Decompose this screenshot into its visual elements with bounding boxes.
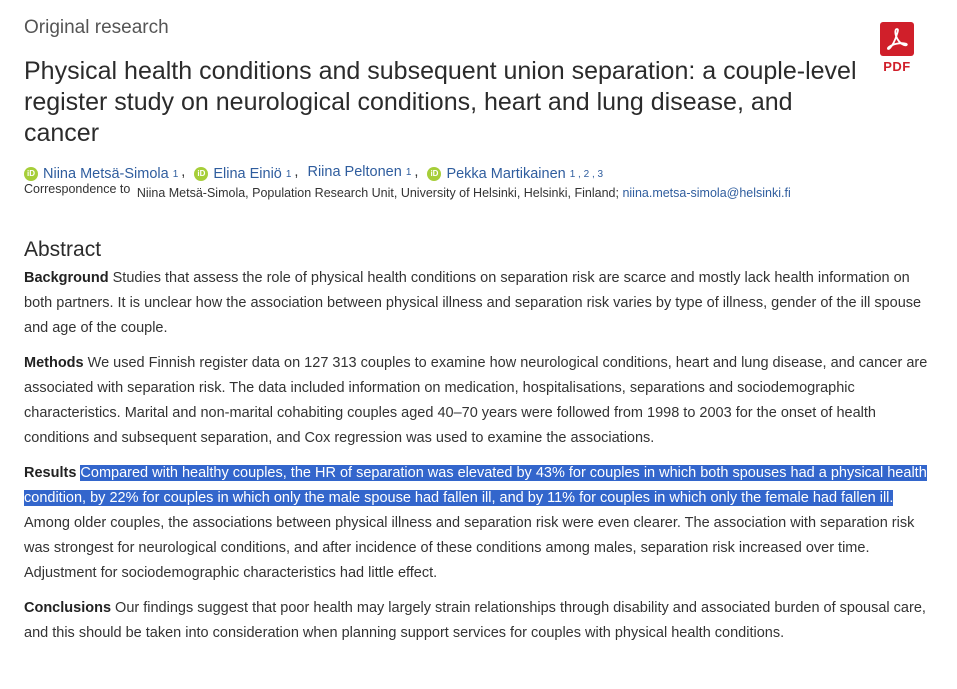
selected-text[interactable]: Compared with healthy couples, the HR of separation was elevated by 43% for couples in which both spouses had a physical health condition, by 22% for couples in which only the male spouse had fallen ill, and by 11% for couples in which only the female had fallen ill. (24, 465, 927, 506)
author-affiliation: 1 , 2 , 3 (569, 168, 604, 180)
abstract-body (24, 266, 929, 656)
author-separator: , (294, 164, 299, 180)
section-text: Studies that assess the role of physical health conditions on separation risk are scarce and mostly lack health information on both partners. It is unclear how the association between physical illness and separation risk varies by type of illness, gender of the ill spouse and age of the couple. (24, 270, 922, 336)
orcid-icon[interactable]: iD (24, 167, 38, 181)
pdf-icon (880, 22, 914, 56)
correspondence-label: Correspondence to (24, 182, 131, 196)
section-text: Our findings suggest that poor health may largely strain relationships through disability and associated burden of spousal care, and this should be taken into consideration when planning support services for couples with physical health conditions. (24, 600, 926, 641)
correspondence-text: Niina Metsä-Simola, Population Research Unit, University of Helsinki, Helsinki, Finland; (136, 186, 619, 200)
author-1 (24, 166, 178, 182)
article-title: Physical health conditions and subsequent union separation: a couple-level register study on neurological conditions, heart and lung disease, and cancer (24, 57, 857, 147)
abstract-background (24, 266, 929, 341)
section-label: Conclusions (24, 600, 112, 616)
abstract-results (24, 461, 929, 586)
author-4 (427, 166, 603, 182)
author-list (24, 164, 603, 182)
author-name-link[interactable]: Niina Metsä-Simola (43, 166, 169, 182)
section-label: Results (24, 465, 77, 481)
author-separator: , (181, 164, 186, 180)
correspondence-email-link[interactable]: niina.metsa-simola@helsinki.fi (622, 186, 791, 200)
author-2 (194, 166, 291, 182)
author-affiliation: 1 (405, 166, 412, 178)
author-name-link[interactable]: Elina Einiö (213, 166, 282, 182)
orcid-icon[interactable]: iD (427, 167, 441, 181)
pdf-download-button[interactable] (880, 22, 914, 74)
author-separator: , (414, 164, 419, 180)
section-text: Among older couples, the associations between physical illness and separation risk were even clearer. The association with separation risk was strongest for neurological conditions, and after incidence of these conditions among males, separation risk increased over time. Adjustment for sociodemographic characteristics had little effect. (24, 515, 915, 581)
section-label: Background (24, 270, 109, 286)
section-label: Methods (24, 355, 84, 371)
author-name-link[interactable]: Riina Peltonen (307, 164, 402, 180)
correspondence (24, 182, 791, 200)
author-3 (307, 164, 411, 180)
orcid-icon[interactable]: iD (194, 167, 208, 181)
abstract-conclusions (24, 596, 929, 646)
section-text: We used Finnish register data on 127 313 couples to examine how neurological conditions, heart and lung disease, and cancer are associated with separation risk. The data included information on medication, hospitalisations, separations and sociodemographic characteristics. Marital and non-marital cohabiting couples aged 40–70 years were followed from 1998 to 2003 for the onset of health conditions and subsequent separation, and Cox regression was used to examine the associations. (24, 355, 928, 446)
author-affiliation: 1 (172, 168, 179, 180)
pdf-label: PDF (883, 59, 911, 74)
author-name-link[interactable]: Pekka Martikainen (446, 166, 566, 182)
author-affiliation: 1 (285, 168, 292, 180)
article-type: Original research (24, 17, 169, 38)
abstract-heading: Abstract (24, 238, 102, 261)
abstract-methods (24, 351, 929, 451)
